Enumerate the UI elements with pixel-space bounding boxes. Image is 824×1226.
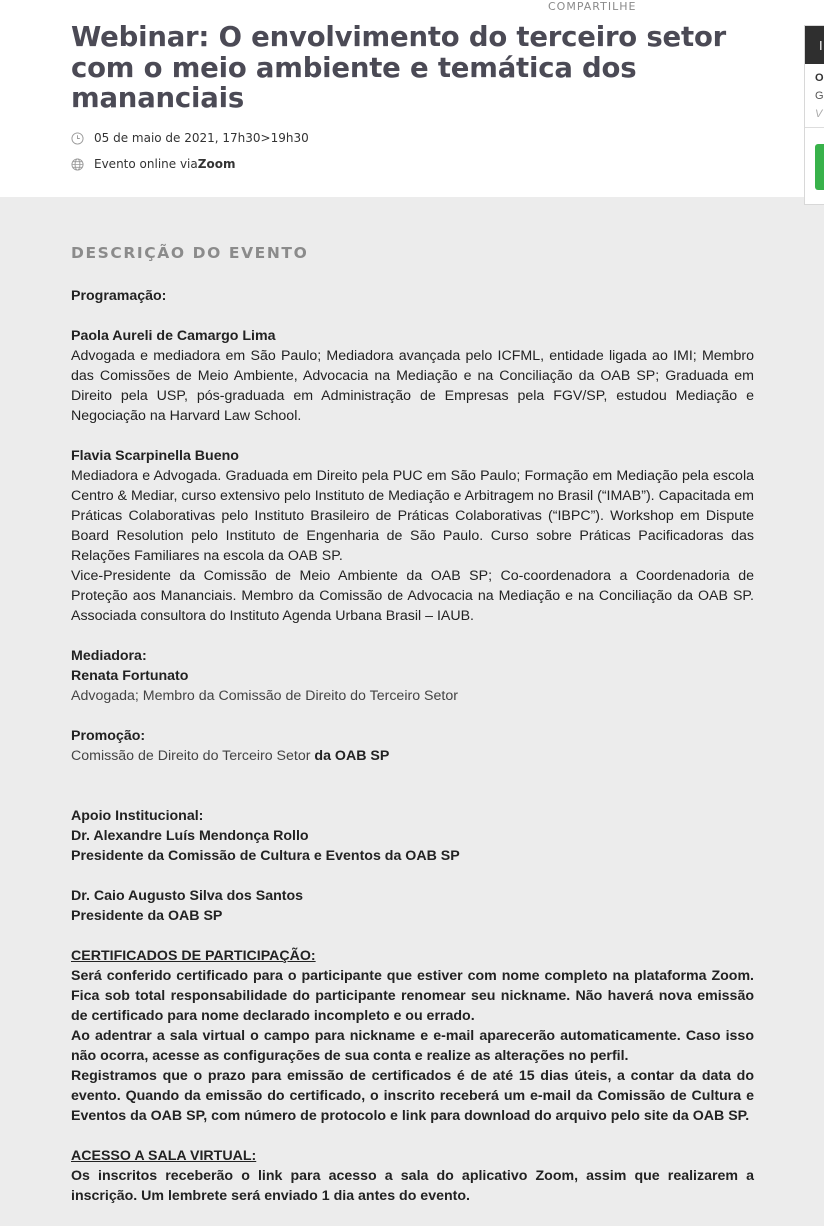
apoio-role-1: Presidente da Comissão de Cultura e Eventos da OAB SP [71,848,460,864]
certificados-paragraph-3: Registramos que o prazo para emissão de certificados é de até 15 dias úteis, a contar da data do evento. Quando da emissão do certificado, o inscrito receberá um e-mail da Comissão de Cultura e Eventos da OAB SP, com número de protocolo e link para download do arquivo pelo site da OAB SP. [71,1068,754,1124]
promocao-oab: da OAB SP [310,748,390,764]
registration-card-line1: O [815,72,824,84]
speaker2-bio-1: Mediadora e Advogada. Graduada em Direito pela PUC em São Paulo; Formação em Mediação pela escola Centro & Mediar, curso extensivo pelo Instituto de Mediação e Arbitragem no Brasil (“IMAB”). Capacitada em Práticas Colaborativas pelo Instituto Brasileiro de Práticas Colaborativas (“IBPC”). Workshop em Dispute Board Resolution pelo Instituto de Engenharia de São Paulo. Curso sobre Práticas Pacificadoras das Relações Familiares na escola da OAB SP. [71,468,754,564]
description-heading: DESCRIÇÃO DO EVENTO [71,244,309,262]
programacao-label: Programação: [71,288,167,304]
apoio-label: Apoio Institucional: [71,808,204,824]
registration-card-line2: G [815,90,824,102]
event-date: 05 de maio de 2021, 17h30>19h30 [94,131,309,145]
event-location-row [71,157,235,171]
event-date-row [71,131,309,145]
mediadora-label: Mediadora: [71,648,147,664]
registration-card-line3: V [815,108,823,120]
speaker1-bio: Advogada e mediadora em São Paulo; Mediadora avançada pelo ICFML, entidade ligada ao IMI; Membro das Comissões de Meio Ambiente, Advocacia na Mediação e na Conciliação da OAB SP; Graduada em Direito pela USP, pós-graduada em Administração de Empresas pela FGV/SP, estudou Mediação e Negociação na Harvard Law School. [71,348,754,424]
registration-card-divider [805,127,824,128]
registration-card-header: I [805,26,824,64]
event-header [0,0,824,197]
certificados-heading: CERTIFICADOS DE PARTICIPAÇÃO: [71,948,316,964]
clock-icon [71,132,84,145]
acesso-paragraph-1: Os inscritos receberão o link para acesso a sala do aplicativo Zoom, assim que realizarem a inscrição. Um lembrete será enviado 1 dia antes do evento. [71,1168,754,1204]
register-button[interactable] [815,144,824,190]
mediadora-bio: Advogada; Membro da Comissão de Direito do Terceiro Setor [71,688,458,704]
apoio-name-1: Dr. Alexandre Luís Mendonça Rollo [71,828,309,844]
apoio-role-2: Presidente da OAB SP [71,908,223,924]
event-title: Webinar: O envolvimento do terceiro setor com o meio ambiente e temática dos mananciais [71,21,726,114]
globe-icon [71,158,84,171]
certificados-paragraph-1: Será conferido certificado para o participante que estiver com nome completo na plataforma Zoom. Fica sob total responsabilidade do participante renomear seu nickname. Não haverá nova emissão de certificado para nome declarado incompleto e ou errado. [71,968,754,1024]
promocao-commission: Comissão de Direito do Terceiro Setor [71,748,311,764]
share-label[interactable]: COMPARTILHE [548,0,637,13]
promocao-label: Promoção: [71,728,146,744]
event-location-platform: Zoom [197,157,236,171]
apoio-name-2: Dr. Caio Augusto Silva dos Santos [71,888,304,904]
event-description [71,286,754,1206]
speaker1-name: Paola Aureli de Camargo Lima [71,328,276,344]
event-location-prefix: Evento online via [94,157,198,171]
speaker2-bio-2: Vice-Presidente da Comissão de Meio Ambiente da OAB SP; Co-coordenadora a Coordenadoria de Proteção aos Mananciais. Membro da Comissão de Advocacia na Mediação e na Conciliação da OAB SP. Associada consultora do Instituto Agenda Urbana Brasil – IAUB. [71,568,754,624]
speaker2-name: Flavia Scarpinella Bueno [71,448,239,464]
mediadora-name: Renata Fortunato [71,668,189,684]
registration-card [804,25,824,205]
acesso-heading: ACESSO A SALA VIRTUAL: [71,1148,257,1164]
certificados-paragraph-2: Ao adentrar a sala virtual o campo para nickname e e-mail aparecerão automaticamente. Caso isso não ocorra, acesse as configurações de sua conta e realize as alterações no perfil. [71,1028,754,1064]
